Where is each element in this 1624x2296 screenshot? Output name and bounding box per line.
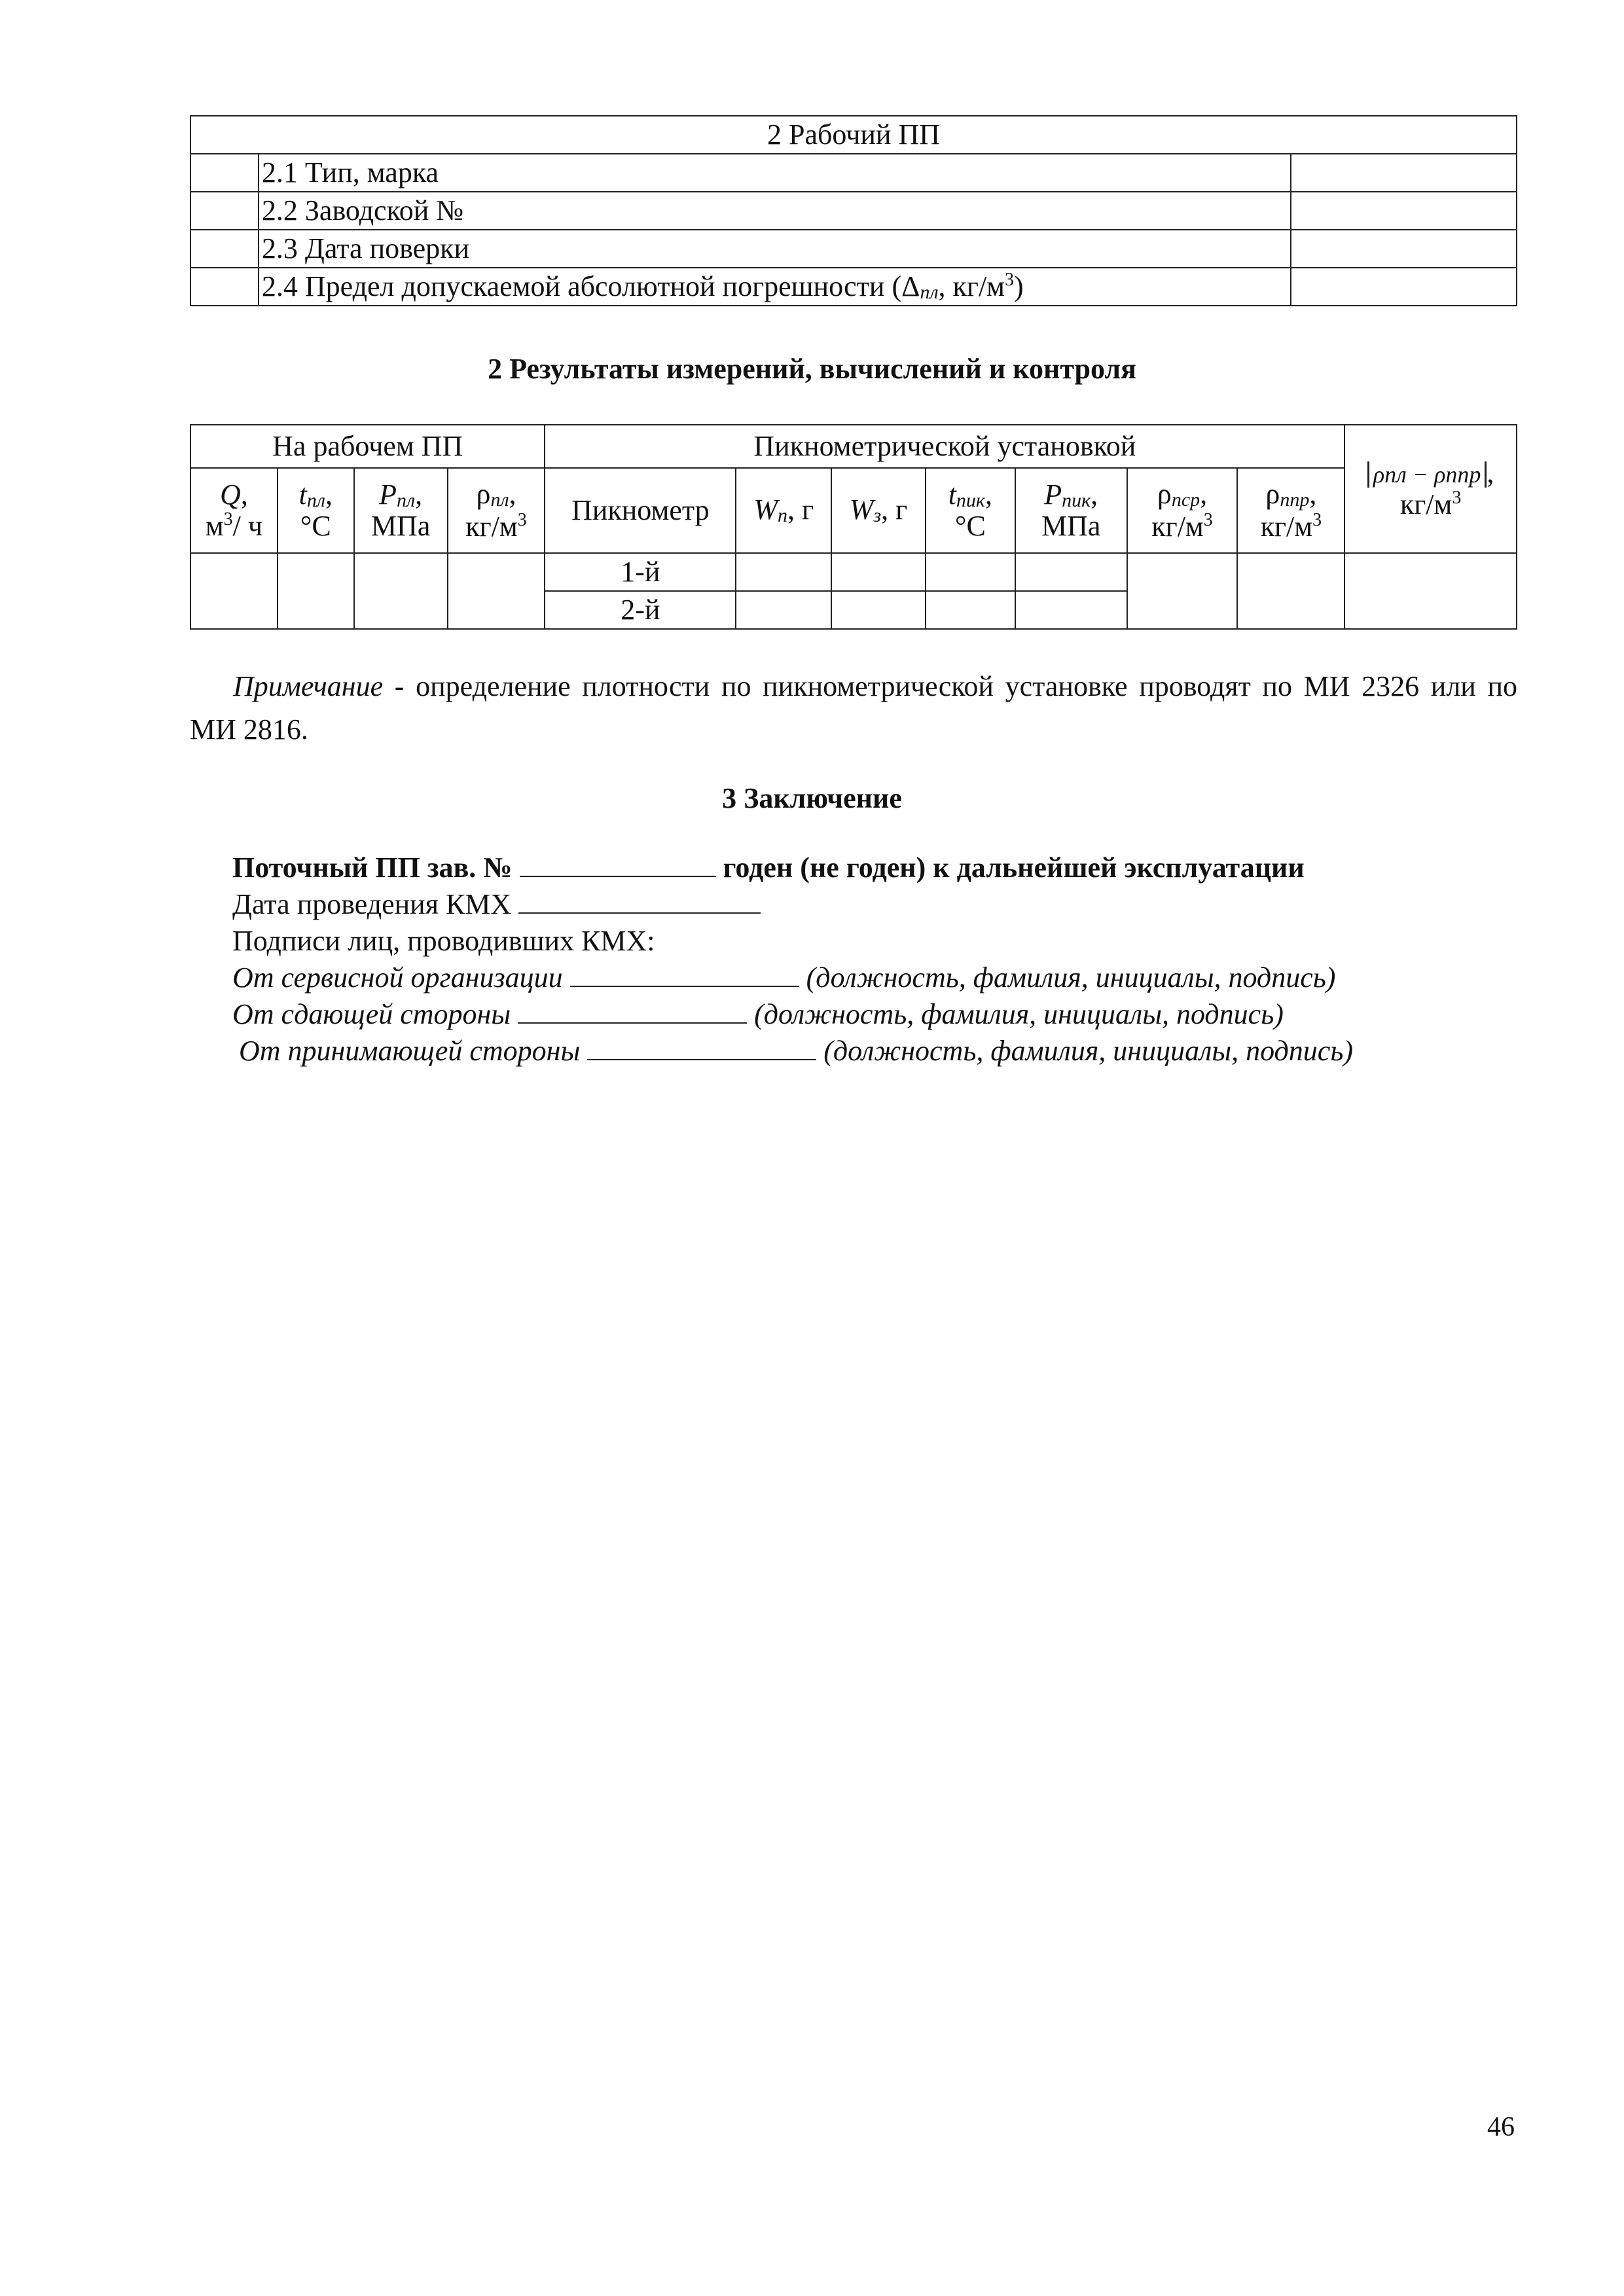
- signature-receiving-side: От принимающей стороны (должность, фамилия, инициалы, подпись): [239, 1035, 1354, 1067]
- table-row: [190, 154, 1517, 192]
- row-serial-value[interactable]: [1291, 192, 1517, 230]
- cell-p-pik-1[interactable]: [1015, 553, 1127, 591]
- results-table: [190, 424, 1517, 630]
- cell-w-z-2[interactable]: [831, 591, 926, 629]
- conclusion-heading: 3 Заключение: [722, 782, 902, 814]
- kmh-date-blank[interactable]: [518, 889, 761, 914]
- col-p-pl: $P_{пл}$, МПа: [354, 468, 448, 553]
- row-error-limit-label: 2.4 Предел допускаемой абсолютной погрешности ($\Delta_{пл}$, $кг/м^3$): [259, 268, 1291, 306]
- col-p-pik: $P_{пик}$, МПа: [1015, 468, 1127, 553]
- pycnometer-first: 1-й: [545, 553, 736, 591]
- cell-w-p-2[interactable]: [736, 591, 831, 629]
- col-rho-pl: $\rho_{пл}$, $кг/м^3$: [448, 468, 545, 553]
- row-error-limit-value[interactable]: [1291, 268, 1517, 306]
- cell-t-pl[interactable]: [278, 553, 354, 629]
- table-row: [190, 192, 1517, 230]
- cell-rho-pcr[interactable]: [1127, 553, 1238, 629]
- col-t-pl: $t_{пл}$, °С: [278, 468, 354, 553]
- page-number: 46: [1487, 2112, 1515, 2142]
- note-label: Примечание: [233, 670, 384, 702]
- col-w-z: $W_з$, г: [831, 468, 926, 553]
- cell-rho-pl[interactable]: [448, 553, 545, 629]
- cell-t-pik-2[interactable]: [926, 591, 1015, 629]
- col-w-p: $W_п$, г: [736, 468, 831, 553]
- conclusion-verdict: Поточный ПП зав. № годен (не годен) к дальнейшей эксплуатации: [232, 852, 1305, 884]
- cell-w-z-1[interactable]: [831, 553, 926, 591]
- col-pycnometer: Пикнометр: [545, 468, 736, 553]
- note-paragraph: [190, 665, 1517, 751]
- row-verification-date-value[interactable]: [1291, 230, 1517, 268]
- signature-handing-blank[interactable]: [518, 999, 747, 1024]
- signature-service-blank[interactable]: [570, 962, 799, 987]
- results-heading: 2 Результаты измерений, вычислений и контроля: [488, 353, 1136, 385]
- col-q: Q, $м^3/$ ч: [190, 468, 278, 553]
- cell-p-pik-2[interactable]: [1015, 591, 1127, 629]
- working-pp-title: 2 Рабочий ПП: [190, 116, 1517, 154]
- table-row: [190, 268, 1517, 306]
- cell-rho-ppr[interactable]: [1237, 553, 1344, 629]
- col-rho-pcr: $\rho_{пср}$, $кг/м^3$: [1127, 468, 1238, 553]
- cell-w-p-1[interactable]: [736, 553, 831, 591]
- row-verification-date-label: 2.3 Дата поверки: [259, 230, 1291, 268]
- row-serial-label: 2.2 Заводской №: [259, 192, 1291, 230]
- cell-q[interactable]: [190, 553, 278, 629]
- group-pycnometric: Пикнометрической установкой: [545, 425, 1344, 468]
- signature-receiving-blank[interactable]: [587, 1035, 816, 1060]
- table-row: [190, 230, 1517, 268]
- col-t-pik: $t_{пик}$, °С: [926, 468, 1015, 553]
- kmh-date-line: Дата проведения КМХ: [232, 888, 761, 921]
- pycnometer-second: 2-й: [545, 591, 736, 629]
- signatures-caption: Подписи лиц, проводивших КМХ:: [232, 925, 655, 957]
- note-text: - определение плотности по пикнометрической установке проводят по МИ 2326 или по МИ 2816.: [190, 670, 1517, 745]
- working-pp-table: [190, 115, 1517, 306]
- cell-diff[interactable]: [1344, 553, 1517, 629]
- row-type-value[interactable]: [1291, 154, 1517, 192]
- table-row: [190, 553, 1517, 591]
- cell-t-pik-1[interactable]: [926, 553, 1015, 591]
- group-working-pp: На рабочем ПП: [190, 425, 545, 468]
- cell-p-pl[interactable]: [354, 553, 448, 629]
- row-type-label: 2.1 Тип, марка: [259, 154, 1291, 192]
- signature-handing-side: От сдающей стороны (должность, фамилия, инициалы, подпись): [232, 998, 1284, 1030]
- serial-blank[interactable]: [520, 852, 716, 877]
- col-rho-ppr: $\rho_{ппр}$, $кг/м^3$: [1237, 468, 1344, 553]
- signature-service-org: От сервисной организации (должность, фамилия, инициалы, подпись): [232, 961, 1336, 994]
- col-diff: ρпл − ρппр , $кг/м^3$: [1344, 425, 1517, 553]
